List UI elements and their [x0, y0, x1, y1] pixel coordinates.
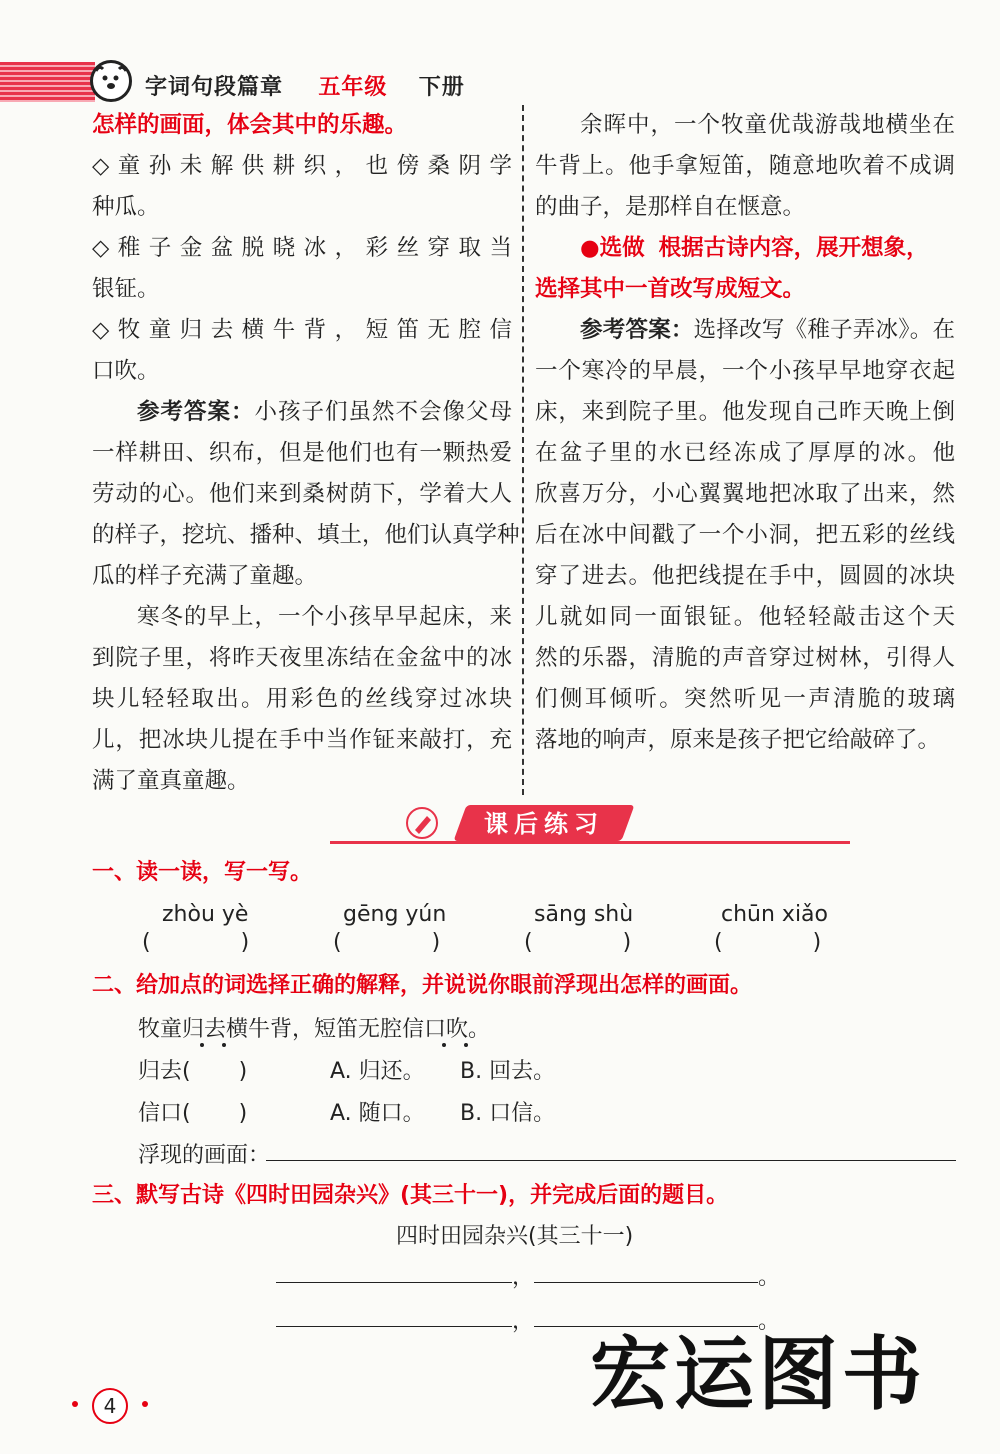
answer-blank-1[interactable]: [142, 930, 249, 955]
answer-line: 一样耕田、织布，但是他们也有一颗热爱: [92, 440, 512, 466]
poem-blank-3[interactable]: [276, 1326, 512, 1327]
pencil-icon: [405, 806, 439, 840]
answer-line: 们侧耳倾听。突然听见一声清脆的玻璃: [535, 686, 955, 712]
pinyin-4: chūn xiǎo: [721, 902, 828, 927]
page-dot: [142, 1401, 148, 1407]
section-banner-title: 课后练习: [484, 810, 604, 838]
paren-open: (: [333, 930, 342, 955]
pinyin-2: gēng yún: [343, 902, 447, 927]
answer-line: 儿就如同一面银钲。他轻轻敲击这个天: [535, 604, 955, 630]
paren-close: ): [238, 1059, 248, 1084]
page-dot: [72, 1401, 78, 1407]
header-stripe: [0, 62, 95, 102]
answer-blank-2[interactable]: [333, 930, 440, 955]
choice-row-1: [138, 1052, 698, 1092]
mascot-icon: [90, 60, 132, 102]
watermark: 宏运图书: [590, 1328, 926, 1421]
answer-line: 到院子里，将昨天夜里冻结在金盆中的冰: [92, 645, 512, 671]
answer-line: 牛背上。他手拿短笛，随意地吹着不成调: [535, 153, 955, 179]
exercise1-title: 一、读一读，写一写。: [92, 860, 313, 885]
poem-line: ◇稚子金盆脱晓冰，彩丝穿取当: [92, 235, 512, 261]
option-b: B. 口信。: [460, 1101, 556, 1126]
paren-open: (: [524, 930, 533, 955]
answer-line: 劳动的心。他们来到桑树荫下，学着大人: [92, 481, 512, 507]
pinyin-3: sāng shù: [534, 902, 634, 927]
answer-line: 儿，把冰块儿提在手中当作钲来敲打，充: [92, 727, 512, 753]
choice-row-2: [138, 1094, 698, 1134]
optional-task-line: [535, 228, 955, 269]
answer-line: 一个寒冷的早晨，一个小孩早早地穿衣起: [535, 358, 955, 384]
poem-blank-1[interactable]: [276, 1282, 512, 1283]
option-a: A. 归还。: [330, 1059, 425, 1084]
pinyin-1: zhòu yè: [162, 902, 249, 927]
paren-open: (: [142, 930, 151, 955]
answer-line: 寒冬的早上，一个小孩早早起床，来: [137, 604, 512, 630]
emphasis-dot: [442, 1043, 446, 1047]
answer-line: 瓜的样子充满了童趣。: [92, 563, 318, 589]
page-number: 4: [92, 1388, 128, 1424]
answer-text: 选择改写《稚子弄冰》。在: [693, 317, 955, 343]
answer-line: 的曲子，是那样自在惬意。: [535, 194, 806, 220]
poem-line: ◇牧童归去横牛背，短笛无腔信: [92, 317, 512, 343]
scene-label: 浮现的画面：: [138, 1143, 271, 1168]
option-a: A. 随口。: [330, 1101, 425, 1126]
option-b: B. 回去。: [460, 1059, 556, 1084]
paren-close: ): [812, 930, 822, 955]
poem-line: 牧童归去横牛背，短笛无腔信口吹。: [138, 1017, 491, 1042]
optional-marker: ●选做: [580, 235, 645, 261]
paren-close: ): [240, 930, 250, 955]
answer-first-line: [535, 310, 955, 351]
answer-line: 然的乐器，清脆的声音穿过树林，引得人: [535, 645, 955, 671]
column-divider: [522, 105, 524, 795]
answer-line: 床，来到院子里。他发现自己昨天晚上倒: [535, 399, 955, 425]
paren-close: ): [622, 930, 632, 955]
answer-line: 余晖中，一个牧童优哉游哉地横坐在: [580, 112, 955, 138]
answer-line: 在盆子里的水已经冻成了厚厚的冰。他: [535, 440, 955, 466]
exercise3-title: 三、默写古诗《四时田园杂兴》(其三十一)，并完成后面的题目。: [92, 1183, 729, 1208]
emphasis-dot: [200, 1043, 204, 1047]
paren-close: ): [238, 1101, 248, 1126]
choice-word: 信口(: [138, 1101, 191, 1126]
header-title: [145, 70, 465, 101]
answer-text: 小孩子们虽然不会像父母: [254, 399, 512, 425]
emphasis-dot: [222, 1043, 226, 1047]
optional-task-line: 选择其中一首改写成短文。: [535, 276, 806, 302]
comma: ，: [512, 1265, 535, 1290]
period: 。: [758, 1309, 781, 1334]
answer-blank-3[interactable]: [524, 930, 631, 955]
poem-line: 种瓜。: [92, 194, 160, 220]
answer-blank-4[interactable]: [714, 930, 821, 955]
right-column: [535, 105, 955, 761]
poem-line: ◇童孙未解供耕织，也傍桑阴学: [92, 153, 512, 179]
answer-line: 的样子，挖坑、播种、填土，他们认真学种: [92, 522, 520, 548]
header-grade: 五年级: [318, 75, 388, 100]
answer-line: 落地的响声，原来是孩子把它给敲碎了。: [535, 727, 941, 753]
poem-line: 口吹。: [92, 358, 160, 384]
comma: ，: [512, 1309, 535, 1334]
answer-line: 满了童真童趣。: [92, 768, 250, 794]
emphasis-dot: [464, 1043, 468, 1047]
header-volume: 下册: [418, 75, 465, 100]
poem-line: 银钲。: [92, 276, 160, 302]
paren-close: ): [431, 930, 441, 955]
optional-text: 根据古诗内容，展开想象，: [658, 235, 929, 261]
answer-line: 块儿轻轻取出。用彩色的丝线穿过冰块: [92, 686, 512, 712]
exercise2-title: 二、给加点的词选择正确的解释，并说说你眼前浮现出怎样的画面。: [92, 973, 753, 998]
left-column: [92, 105, 520, 802]
answer-first-line: [92, 392, 512, 433]
period: 。: [758, 1265, 781, 1290]
paren-open: (: [714, 930, 723, 955]
answer-line: 欣喜万分，小心翼翼地把冰取了出来，然: [535, 481, 955, 507]
choice-word: 归去(: [138, 1059, 191, 1084]
answer-line: 穿了进去。他把线提在手中，圆圆的冰块: [535, 563, 955, 589]
answer-label: 参考答案：: [580, 317, 694, 343]
header-series: 字词句段篇章: [145, 75, 284, 100]
prompt-line: 怎样的画面，体会其中的乐趣。: [92, 112, 408, 138]
poem-blank-2[interactable]: [534, 1282, 758, 1283]
answer-line: 后在冰中间戳了一个小洞，把五彩的丝线: [535, 522, 955, 548]
answer-label: 参考答案：: [137, 399, 255, 425]
poem-title: 四时田园杂兴(其三十一): [396, 1224, 634, 1249]
scene-answer-line[interactable]: [266, 1160, 956, 1161]
